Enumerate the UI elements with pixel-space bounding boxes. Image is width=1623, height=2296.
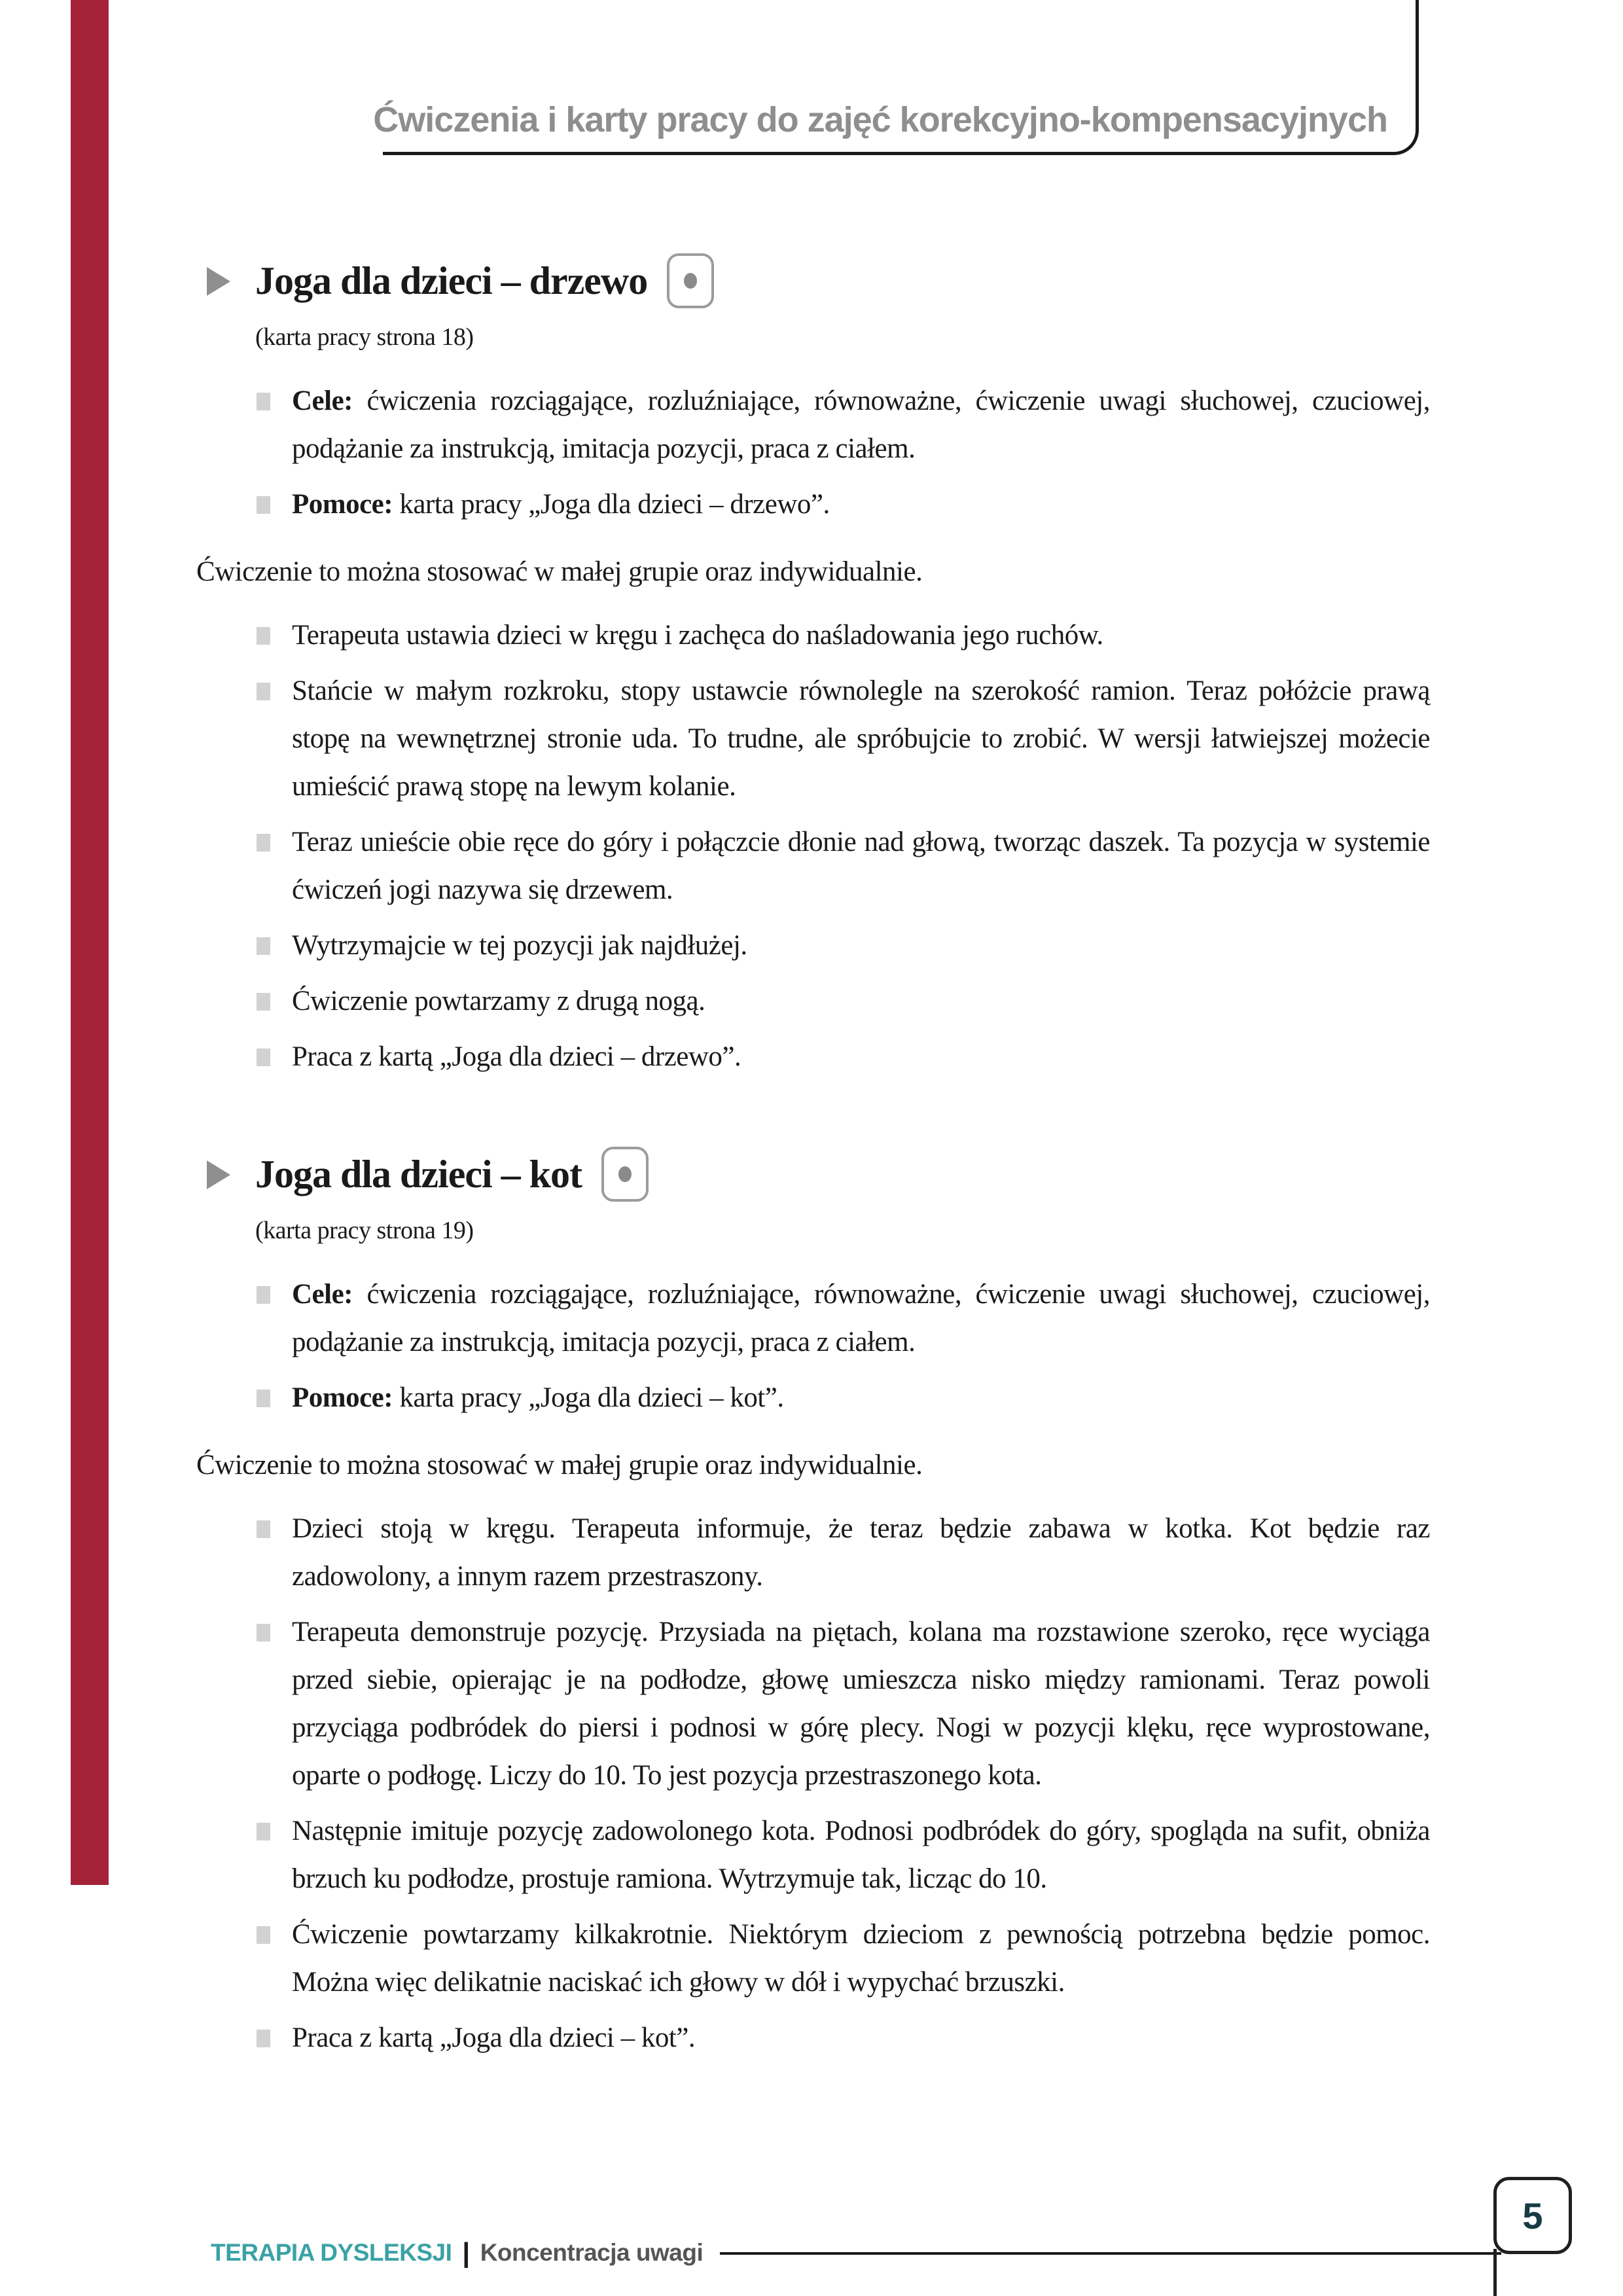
section-title: Joga dla dzieci – drzewo: [255, 259, 648, 302]
gray-square-bullet-icon: [257, 993, 270, 1011]
list-item: [196, 977, 1430, 1025]
running-header: Ćwiczenia i karty pracy do zajęć korekcyjno-kompensacyjnych: [373, 100, 1387, 139]
card-dot-icon: [618, 1166, 632, 1182]
list-item: [196, 2014, 1430, 2062]
step-text: Stańcie w małym rozkroku, stopy ustawcie równolegle na szerokość ramion. Teraz połóżcie prawą stopę na wewnętrznej stronie uda. To trudne, ale spróbujcie to zrobić. W wersji łatwiejszej możecie umieścić prawą stopę na lewym kolanie.: [292, 675, 1430, 802]
gray-square-bullet-icon: [257, 1823, 270, 1840]
step-text: Ćwiczenie powtarzamy z drugą nogą.: [292, 986, 705, 1016]
meta-label: Pomoce:: [292, 489, 393, 520]
card-dot-icon: [684, 273, 697, 289]
section-heading-row: [196, 1146, 1430, 1202]
gray-square-bullet-icon: [257, 2030, 270, 2047]
meta-text: karta pracy „Joga dla dzieci – drzewo”.: [399, 489, 830, 520]
worksheet-card-icon: [667, 253, 714, 308]
gray-square-bullet-icon: [257, 834, 270, 852]
step-text: Praca z kartą „Joga dla dzieci – kot”.: [292, 2022, 696, 2053]
list-item: [196, 1910, 1430, 2006]
step-text: Terapeuta demonstruje pozycję. Przysiada na piętach, kolana ma rozstawione szeroko, ręce wyciąga przed siebie, opierając je na podłodze, głowę umieszcza nisko między ramionami. Teraz powoli przyciąga podbródek do piersi i podnosi w górę plecy. Nogi w pozycji klęku, ręce wyprostowane, oparte o podłogę. Liczy do 10. To jest pozycja przestraszonego kota.: [292, 1617, 1430, 1791]
list-item: [196, 1033, 1430, 1081]
step-text: Dzieci stoją w kręgu. Terapeuta informuje, że teraz będzie zabawa w kotka. Kot będzie raz zadowolony, a innym razem przestraszony.: [292, 1513, 1430, 1592]
list-item: [196, 818, 1430, 914]
page-number-tail-line: [1493, 2249, 1497, 2296]
gray-square-bullet-icon: [257, 683, 270, 700]
gray-square-bullet-icon: [257, 937, 270, 955]
gray-square-bullet-icon: [257, 1926, 270, 1944]
list-item: [196, 1807, 1430, 1903]
gray-square-bullet-icon: [257, 1624, 270, 1641]
meta-label: Pomoce:: [292, 1382, 393, 1413]
series-title: TERAPIA DYSLEKSJI: [211, 2239, 452, 2266]
list-item: [196, 480, 1430, 528]
intro-paragraph: Ćwiczenie to można stosować w małej grupie oraz indywidualnie.: [196, 556, 923, 587]
step-text: Ćwiczenie powtarzamy kilkakrotnie. Niektórym dzieciom z pewnością potrzebna będzie pomoc. Można więc delikatnie naciskać ich głowy w dół i wypychać brzuszki.: [292, 1919, 1430, 1998]
section-joga-kot: [196, 1146, 1430, 2062]
gray-square-bullet-icon: [257, 1049, 270, 1066]
triangle-right-icon: [207, 267, 230, 296]
footer-separator: |: [462, 2237, 470, 2268]
step-text: Wytrzymajcie w tej pozycji jak najdłużej.: [292, 930, 747, 961]
list-item: [196, 377, 1430, 473]
gray-square-bullet-icon: [257, 1520, 270, 1538]
page-number-badge: [1493, 2177, 1572, 2254]
section-subtitle: (karta pracy strona 18): [255, 323, 474, 351]
gray-square-bullet-icon: [257, 393, 270, 410]
gray-square-bullet-icon: [257, 627, 270, 645]
list-item: [196, 667, 1430, 810]
list-item: [196, 922, 1430, 969]
section-joga-drzewo: [196, 253, 1430, 1081]
gray-square-bullet-icon: [257, 1286, 270, 1304]
meta-text: karta pracy „Joga dla dzieci – kot”.: [399, 1382, 784, 1413]
page-number: 5: [1522, 2195, 1543, 2236]
triangle-right-icon: [207, 1160, 230, 1189]
list-item: [196, 1270, 1430, 1366]
section-title: Joga dla dzieci – kot: [255, 1153, 582, 1196]
gray-square-bullet-icon: [257, 1390, 270, 1407]
section-subtitle: (karta pracy strona 19): [255, 1217, 474, 1244]
left-accent-bar: [71, 0, 109, 1885]
gray-square-bullet-icon: [257, 496, 270, 514]
page-content: [196, 253, 1430, 2070]
worksheet-card-icon: [601, 1147, 649, 1202]
page-footer: [211, 2237, 1501, 2269]
list-item: [196, 611, 1430, 659]
meta-label: Cele:: [292, 1279, 353, 1310]
step-text: Terapeuta ustawia dzieci w kręgu i zachęca do naśladowania jego ruchów.: [292, 620, 1103, 651]
section-heading-row: [196, 253, 1430, 309]
step-text: Następnie imituje pozycję zadowolonego kota. Podnosi podbródek do góry, spogląda na sufit, obniża brzuch ku podłodze, prostuje ramiona. Wytrzymuje tak, licząc do 10.: [292, 1816, 1430, 1894]
list-item: [196, 1608, 1430, 1799]
step-text: Praca z kartą „Joga dla dzieci – drzewo”.: [292, 1041, 741, 1072]
step-text: Teraz unieście obie ręce do góry i połączcie dłonie nad głową, tworząc daszek. Ta pozycja w systemie ćwiczeń jogi nazywa się drzewem.: [292, 827, 1430, 905]
footer-rule: [720, 2252, 1501, 2255]
intro-paragraph: Ćwiczenie to można stosować w małej grupie oraz indywidualnie.: [196, 1450, 923, 1480]
meta-text: ćwiczenia rozciągające, rozluźniające, równoważne, ćwiczenie uwagi słuchowej, czuciowej, podążanie za instrukcją, imitacja pozycji, praca z ciałem.: [292, 1279, 1431, 1357]
list-item: [196, 1374, 1430, 1422]
meta-label: Cele:: [292, 386, 353, 416]
chapter-title: Koncentracja uwagi: [480, 2239, 704, 2266]
meta-text: ćwiczenia rozciągające, rozluźniające, równoważne, ćwiczenie uwagi słuchowej, czuciowej, podążanie za instrukcją, imitacja pozycji, praca z ciałem.: [292, 386, 1431, 464]
list-item: [196, 1505, 1430, 1600]
